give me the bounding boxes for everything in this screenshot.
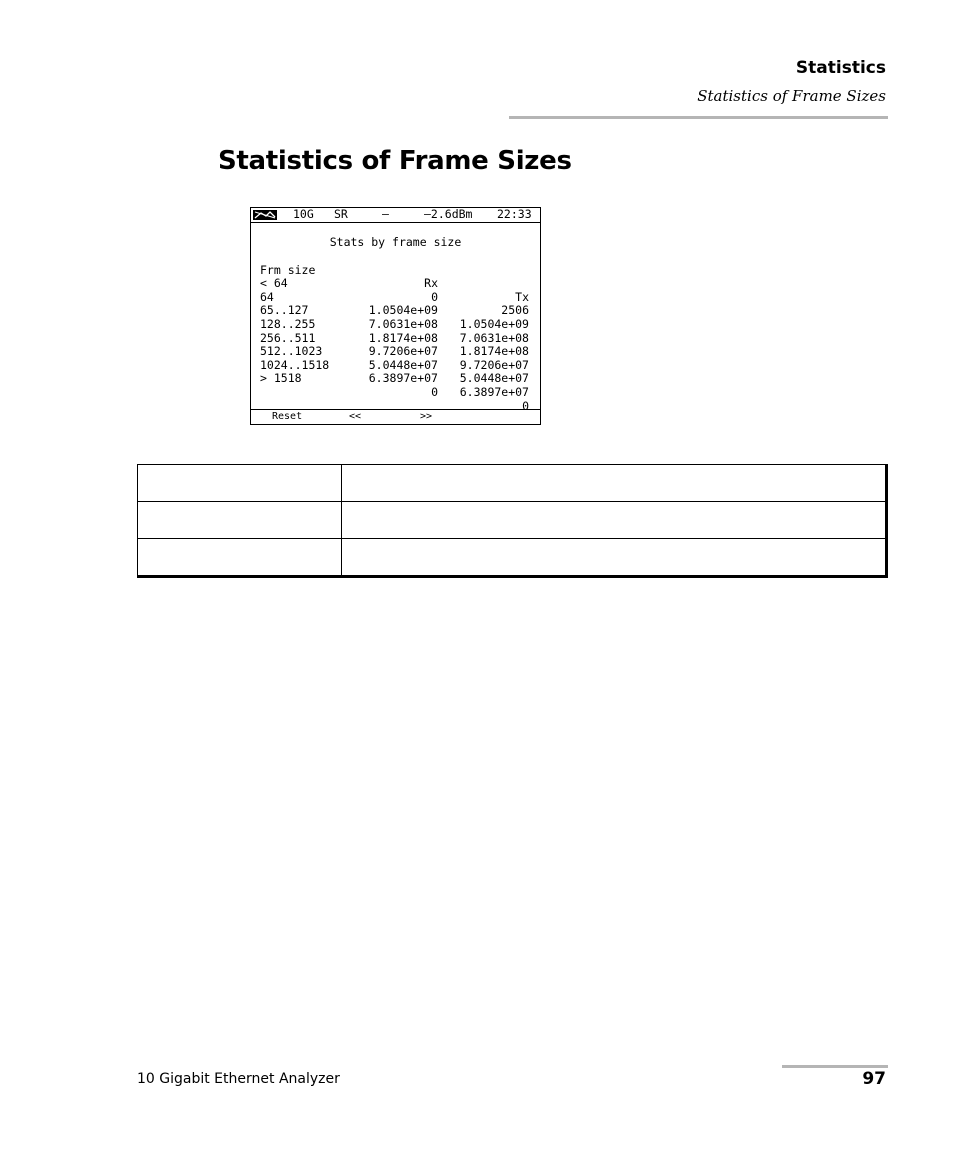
prev-softkey[interactable]: << (349, 411, 362, 422)
table-cell (138, 465, 342, 502)
row-label: 128..255 (260, 316, 316, 331)
row-tx: 6.3897e+07 (459, 384, 529, 399)
row-rx: 1.8174e+08 (368, 330, 438, 345)
row-rx: 6.3897e+07 (368, 371, 438, 386)
page-title: Statistics of Frame Sizes (218, 146, 572, 176)
table-row (138, 502, 887, 539)
row-tx: 5.0448e+07 (459, 371, 529, 386)
table-row (138, 539, 887, 577)
row-label: 65..127 (260, 303, 309, 318)
row-tx: 1.0504e+09 (459, 316, 529, 331)
row-label: 256..511 (260, 330, 316, 345)
row-label: 64 (260, 289, 274, 304)
row-tx: 9.7206e+07 (459, 357, 529, 372)
row-tx: 2506 (501, 303, 529, 318)
table-cell (138, 502, 342, 539)
col-tx: Tx (515, 289, 529, 304)
footer-product: 10 Gigabit Ethernet Analyzer (137, 1071, 340, 1087)
status-bar (251, 208, 540, 223)
reset-softkey[interactable]: Reset (272, 411, 303, 422)
stats-table (260, 250, 529, 413)
row-label: 1024..1518 (260, 357, 330, 372)
row-label: > 1518 (260, 371, 302, 386)
row-tx: 1.8174e+08 (459, 344, 529, 359)
row-rx: 7.0631e+08 (368, 316, 438, 331)
header-subsection: Statistics of Frame Sizes (697, 87, 886, 105)
row-tx: 7.0631e+08 (459, 330, 529, 345)
row-rx: 9.7206e+07 (368, 344, 438, 359)
header-rule (509, 116, 888, 119)
row-rx: 1.0504e+09 (368, 303, 438, 318)
device-screen (250, 207, 541, 425)
status-dash: – (382, 207, 389, 221)
description-table (137, 464, 888, 578)
table-cell (138, 539, 342, 577)
screen-title: Stats by frame size (329, 235, 462, 249)
header-section: Statistics (795, 58, 886, 78)
row-rx: 5.0448e+07 (368, 357, 438, 372)
softkey-bar (251, 409, 540, 424)
status-rate: 10G (293, 207, 314, 221)
col-frm-size: Frm size (260, 262, 316, 277)
status-time: 22:33 (497, 207, 532, 221)
row-rx: 0 (431, 384, 438, 399)
row-label: 512..1023 (260, 344, 323, 359)
status-power: –2.6dBm (424, 207, 473, 221)
table-cell (342, 502, 887, 539)
table-cell (342, 539, 887, 577)
footer-rule (782, 1065, 888, 1068)
row-label: < 64 (260, 276, 288, 291)
col-rx: Rx (424, 276, 438, 291)
row-tx: 0 (522, 398, 529, 413)
table-row (138, 465, 887, 502)
row-rx: 0 (431, 289, 438, 304)
signal-envelope-icon (253, 210, 277, 220)
next-softkey[interactable]: >> (420, 411, 433, 422)
page-number: 97 (862, 1069, 886, 1089)
table-cell (342, 465, 887, 502)
status-port: SR (334, 207, 348, 221)
